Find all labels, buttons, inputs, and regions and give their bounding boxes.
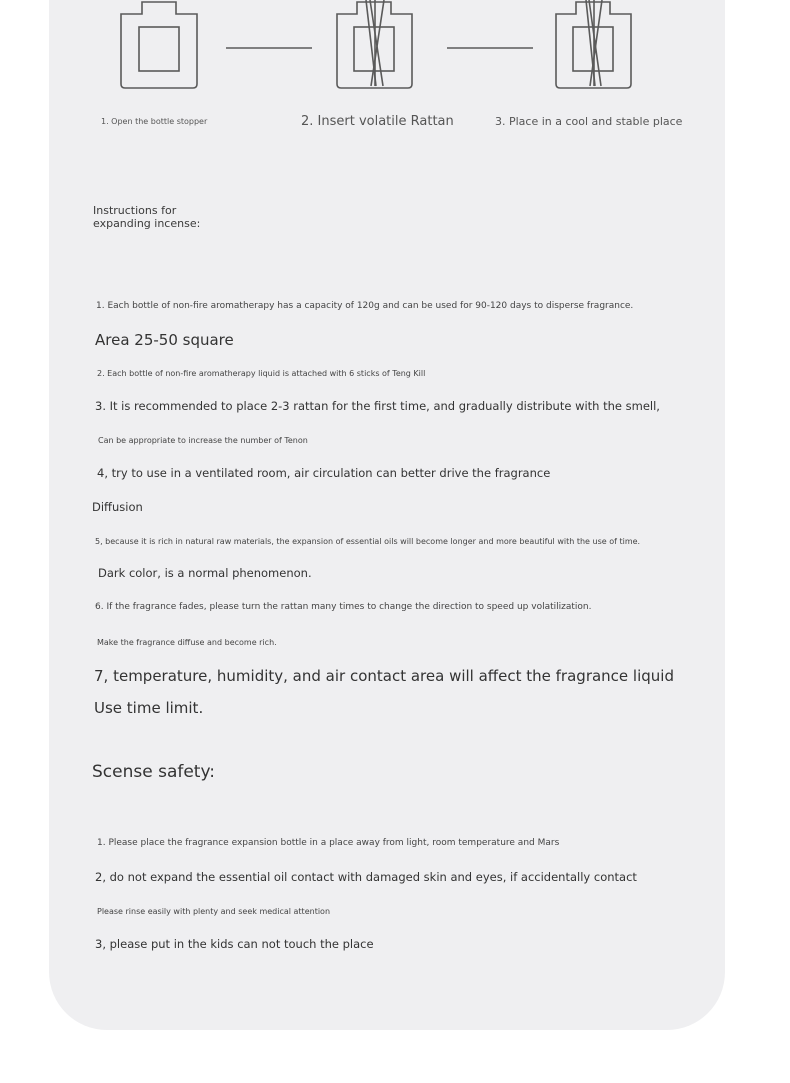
instruction-line: 2. Each bottle of non-fire aromatherapy liquid is attached with 6 sticks of Teng Kill	[97, 369, 426, 378]
instruction-line: Can be appropriate to increase the number of Tenon	[98, 436, 308, 445]
instruction-line: Make the fragrance diffuse and become rich.	[97, 638, 277, 647]
instruction-line: Diffusion	[92, 500, 143, 514]
bottle-with-reeds-icon	[337, 0, 412, 88]
instruction-line: 1. Each bottle of non-fire aromatherapy has a capacity of 120g and can be used for 90-120 days to disperse fragrance.	[96, 301, 634, 311]
bottle-icon	[121, 2, 197, 88]
instruction-line: 6. If the fragrance fades, please turn the rattan many times to change the direction to speed up volatilization.	[95, 602, 592, 612]
step-3-caption: 3. Place in a cool and stable place	[495, 115, 683, 128]
instruction-line: 5, because it is rich in natural raw materials, the expansion of essential oils will become longer and more beautiful with the use of time.	[95, 537, 641, 546]
safety-line: 3, please put in the kids can not touch the place	[95, 937, 374, 951]
safety-line: 2, do not expand the essential oil contact with damaged skin and eyes, if accidentally contact	[95, 870, 637, 884]
instruction-line: 4, try to use in a ventilated room, air circulation can better drive the fragrance	[97, 466, 551, 480]
instruction-line: Dark color, is a normal phenomenon.	[98, 566, 312, 580]
bottle-with-reeds-icon	[556, 0, 631, 88]
safety-line: Please rinse easily with plenty and seek medical attention	[97, 907, 331, 916]
instruction-line: 3. It is recommended to place 2-3 rattan for the first time, and gradually distribute with the smell,	[95, 399, 660, 413]
instruction-line: 7, temperature, humidity, and air contact area will affect the fragrance liquid	[94, 667, 674, 685]
step-2-caption: 2. Insert volatile Rattan	[301, 114, 454, 129]
instruction-line: Use time limit.	[94, 699, 204, 717]
step-1-caption: 1. Open the bottle stopper	[101, 117, 208, 126]
safety-line: 1. Please place the fragrance expansion bottle in a place away from light, room temperature and Mars	[97, 838, 560, 848]
instructions-title-line-2: expanding incense:	[93, 217, 201, 230]
instructions-title-line-1: Instructions for	[93, 204, 177, 217]
instruction-line: Area 25-50 square	[95, 331, 234, 349]
steps-illustration	[0, 0, 790, 95]
safety-title: Scense safety:	[92, 762, 216, 782]
instructions-title	[93, 204, 200, 230]
